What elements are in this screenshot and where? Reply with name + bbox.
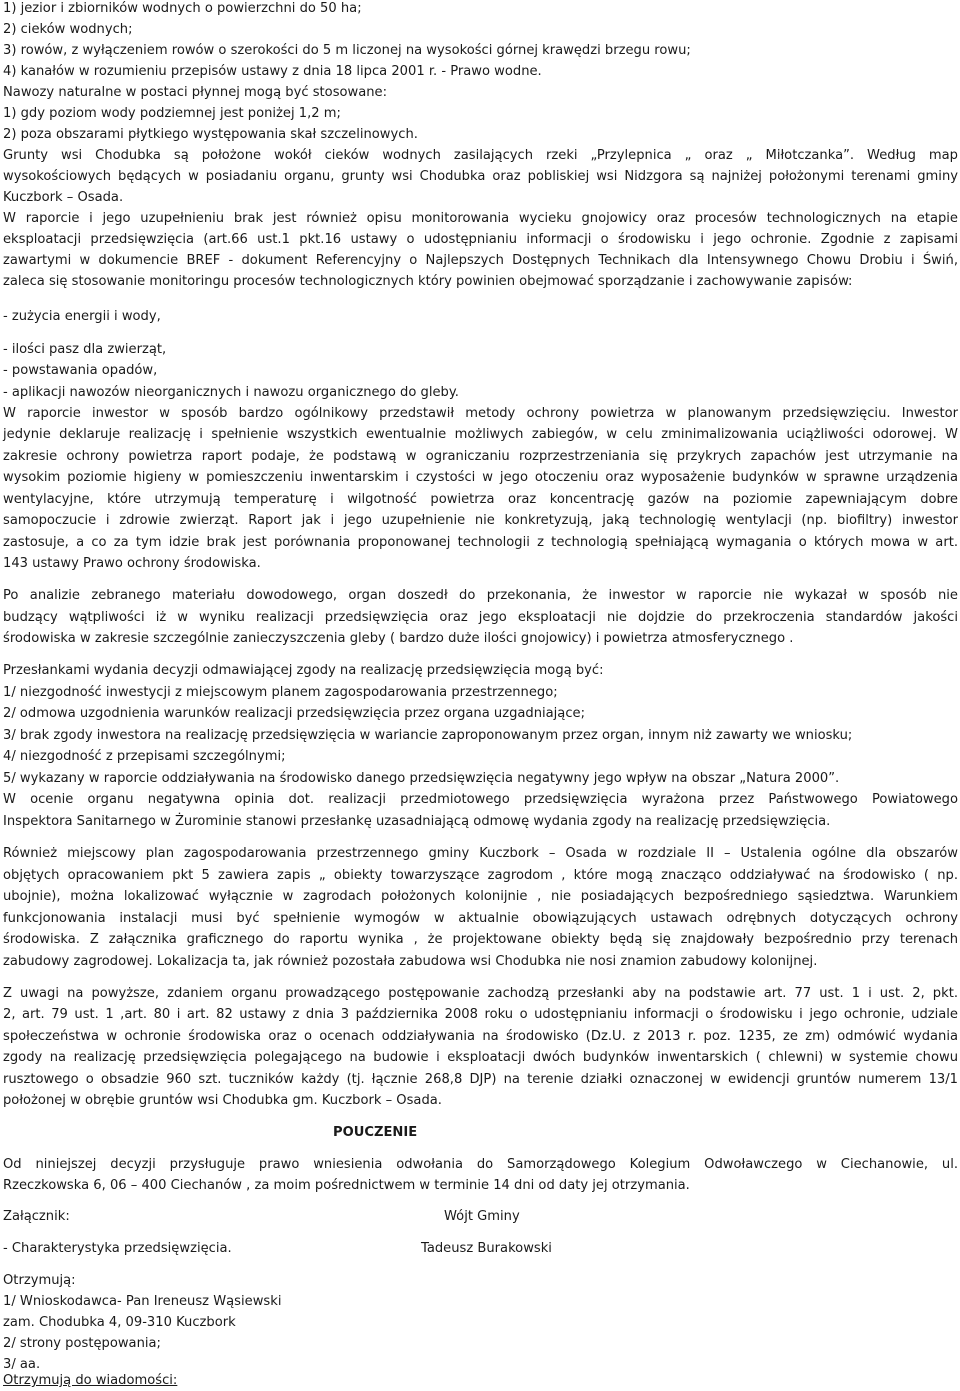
recipient-item: 1/ Wnioskodawca- Pan Ireneusz Wąsiewski xyxy=(3,1294,282,1309)
paragraph-line: 2, art. 79 ust. 1 ,art. 80 i art. 82 ustawy z dnia 3 października 2008 roku o udostępnianiu informacji o środowisku i jego ochronie, udziale xyxy=(3,1007,958,1022)
paragraph-line: Przesłankami wydania decyzji odmawiającej zgody na realizację przedsięwzięcia mogą być: xyxy=(3,663,604,678)
paragraph-line: Grunty wsi Chodubka są położone wokół cieków wodnych zasilających rzeki „Przylepnica „ oraz „ Miłotczanka”. Według map xyxy=(3,148,958,163)
paragraph-line: środowiska w zakresie szczególnie zanieczyszczenia gleby ( bardzo duże ilości gnojowicy) i powietrza atmosferycznego . xyxy=(3,631,794,646)
paragraph-line: objętych opracowaniem pkt 5 zawiera zapis „ obiekty towarzyszące zagrodom , które mogą znacząco oddziaływać na środowisko ( np. xyxy=(3,868,958,883)
recipient-item: 2/ strony postępowania; xyxy=(3,1336,161,1351)
list-item: 1/ niezgodność inwestycji z miejscowym planem zagospodarowania przestrzennego; xyxy=(3,685,558,700)
paragraph-line: rusztowego o obsadzie 960 szt. tuczników każdy (tj. łącznie 268,8 DJP) na terenie działki oznaczonej w ewidencji gruntów numerem 13/1 xyxy=(3,1072,958,1087)
signatory-name: Tadeusz Burakowski xyxy=(421,1241,552,1256)
paragraph-line: zaleca się stosowanie monitoringu procesów technologicznych który powinien obejmować sporządzanie i zachowywanie zapisów: xyxy=(3,274,853,289)
paragraph-line: W raporcie inwestor w sposób bardzo ogólnikowy przedstawił metody ochrony powietrza w planowanym przedsięwzięciu. Inwestor xyxy=(3,406,958,421)
list-item: 1) gdy poziom wody podziemnej jest poniżej 1,2 m; xyxy=(3,106,341,121)
list-item: 1) jezior i zbiorników wodnych o powierzchni do 50 ha; xyxy=(3,1,362,16)
list-item: 5/ wykazany w raporcie oddziaływania na środowisko danego przedsięwzięcia negatywny jego wpływ na obszar „Natura 2000”. xyxy=(3,771,840,786)
paragraph-line: społeczeństwa w ochronie środowiska oraz o ocenach oddziaływania na środowisko (Dz.U. z 2013 r. poz. 1235, ze zm) odmówić wydania xyxy=(3,1029,958,1044)
paragraph-line: wysokim poziomie higieny w pomieszczeniu inwentarskim i czystości w jego otoczeniu oraz wyposażenie budynków w sprawne urządzenia xyxy=(3,470,958,485)
paragraph-line: Również miejscowy plan zagospodarowania przestrzennego gminy Kuczbork – Osada w rozdziale II – Ustalenia ogólne dla obszarów xyxy=(3,846,958,861)
paragraph-line: 143 ustawy Prawo ochrony środowiska. xyxy=(3,556,261,571)
list-item: 2) poza obszarami płytkiego występowania skał szczelinowych. xyxy=(3,127,418,142)
paragraph-line: Po analizie zebranego materiału dowodowego, organ doszedł do przekonania, że inwestor w raporcie nie wykazał w sposób nie xyxy=(3,588,958,603)
paragraph-line: zabudowy zagrodowej. Lokalizacja ta, jak również pozostała zabudowa wsi Chodubka nie nosi znamion zabudowy kolonijnej. xyxy=(3,954,818,969)
paragraph-line: Od niniejszej decyzji przysługuje prawo wniesienia odwołania do Samorządowego Kolegium Odwoławczego w Ciechanowie, ul. xyxy=(3,1157,958,1172)
paragraph-line: środowiska. Z załącznika graficznego do raportu wynika , że projektowane obiekty będą się znajdowały bezpośrednio przy terenach xyxy=(3,932,958,947)
paragraph-line: W ocenie organu negatywna opinia dot. realizacji przedmiotowego przedsięwzięcia wyrażona przez Państwowego Powiatowego xyxy=(3,792,958,807)
paragraph-line: Rzeczkowska 6, 06 – 400 Ciechanów , za moim pośrednictwem w terminie 14 dni od daty jej otrzymania. xyxy=(3,1178,690,1193)
paragraph-line: samopoczucie i zdrowie zwierząt. Raport jak i jego uzupełnienie nie konkretyzują, jaką technologię wentylacji (np. biofiltry) inwestor xyxy=(3,513,958,528)
paragraph-line: eksploatacji przedsięwzięcia (art.66 ust.1 pkt.16 ustawy o udostępnianiu informacji o środowisku i jego ochronie. Zgodnie z zapisami xyxy=(3,232,958,247)
list-item: 3) rowów, z wyłączeniem rowów o szerokości do 5 m liczonej na wysokości górnej krawędzi brzegu rowu; xyxy=(3,43,691,58)
list-item: 2) cieków wodnych; xyxy=(3,22,133,37)
recipients-label: Otrzymują: xyxy=(3,1273,76,1288)
attachment-item: - Charakterystyka przedsięwzięcia. xyxy=(3,1241,232,1256)
paragraph-line: ubojnie), można lokalizować wyłącznie w zagrodach położonych kolonijnie , nie posiadających bezpośredniego sąsiedztwa. Warunkiem xyxy=(3,889,958,904)
list-item: 3/ brak zgody inwestora na realizację przedsięwzięcia w wariancie zaproponowanym przez organ, innym niż zawarty we wniosku; xyxy=(3,728,853,743)
dash-list-item: - powstawania opadów, xyxy=(3,363,158,378)
attachment-label: Załącznik: xyxy=(3,1209,70,1224)
paragraph-line: Kuczbork – Osada. xyxy=(3,190,124,205)
list-item: Nawozy naturalne w postaci płynnej mogą być stosowane: xyxy=(3,85,388,100)
paragraph-line: zakresie ochrony powietrza raport podaje, że podstawą w ograniczaniu rozprzestrzeniania się przykrych zapachów jest utrzymanie na xyxy=(3,449,958,464)
cc-recipients-label: Otrzymują do wiadomości: xyxy=(3,1373,178,1388)
paragraph-line: funkcjonowania instalacji musi być spełnienie wymogów w aktualnie obowiązujących ustawach odrębnych dotyczących ochrony xyxy=(3,911,958,926)
paragraph-line: W raporcie i jego uzupełnieniu brak jest również opisu monitorowania wycieku gnojowicy oraz procesów technologicznych na etapie xyxy=(3,211,958,226)
dash-list-item: - zużycia energii i wody, xyxy=(3,309,161,324)
paragraph-line: jedynie deklaruje realizację i spełnienie wszystkich ewentualnie możliwych zabiegów, w celu zminimalizowania uciążliwości odorowej. W xyxy=(3,427,958,442)
paragraph-line: Inspektora Sanitarnego w Żurominie stanowi przesłankę uzasadniającą odmowę wydania zgody na realizację przedsięwzięcia. xyxy=(3,814,831,829)
dash-list-item: - ilości pasz dla zwierząt, xyxy=(3,342,167,357)
signatory-title: Wójt Gminy xyxy=(444,1209,520,1224)
paragraph-line: zawartymi w dokumencie BREF - dokument Referencyjny o Najlepszych Dostępnych Technikach dla Intensywnego Chowu Drobiu i Świń, xyxy=(3,253,958,268)
paragraph-line: zastosuje, a co za tym idzie brak jest porównania proponowanej technologii z technologią spełniającą wymagania o których mowa w art. xyxy=(3,535,958,550)
recipient-item: 3/ aa. xyxy=(3,1357,41,1372)
section-heading: POUCZENIE xyxy=(333,1125,418,1140)
recipient-item: zam. Chodubka 4, 09-310 Kuczbork xyxy=(3,1315,236,1330)
list-item: 4/ niezgodność z przepisami szczególnymi; xyxy=(3,749,286,764)
paragraph-line: wysokościowych będących w posiadaniu organu, grunty wsi Chodubka oraz pobliskiej wsi Nidzgora są najniżej położonymi terenami gminy xyxy=(3,169,958,184)
paragraph-line: położonej w obrębie gruntów wsi Chodubka gm. Kuczbork – Osada. xyxy=(3,1093,442,1108)
list-item: 4) kanałów w rozumieniu przepisów ustawy z dnia 18 lipca 2001 r. - Prawo wodne. xyxy=(3,64,542,79)
paragraph-line: Z uwagi na powyższe, zdaniem organu prowadzącego postępowanie zachodzą przesłanki aby na podstawie art. 77 ust. 1 i ust. 2, pkt. xyxy=(3,986,958,1001)
list-item: 2/ odmowa uzgodnienia warunków realizacji przedsięwzięcia przez organa uzgadniające; xyxy=(3,706,586,721)
dash-list-item: - aplikacji nawozów nieorganicznych i nawozu organicznego do gleby. xyxy=(3,385,459,400)
paragraph-line: budzący wątpliwości iż w wyniku realizacji przedsięwzięcia oraz jego eksploatacji nie dojdzie do przekroczenia standardów jakości xyxy=(3,610,958,625)
paragraph-line: zgody na realizację przedsięwzięcia polegającego na budowie i eksploatacji dwóch budynków inwentarskich ( chlewni) w systemie chowu xyxy=(3,1050,958,1065)
paragraph-line: wentylacyjne, które utrzymują temperaturę i wilgotność powietrza oraz koncentrację gazów na poziomie zapewniającym dobre xyxy=(3,492,958,507)
